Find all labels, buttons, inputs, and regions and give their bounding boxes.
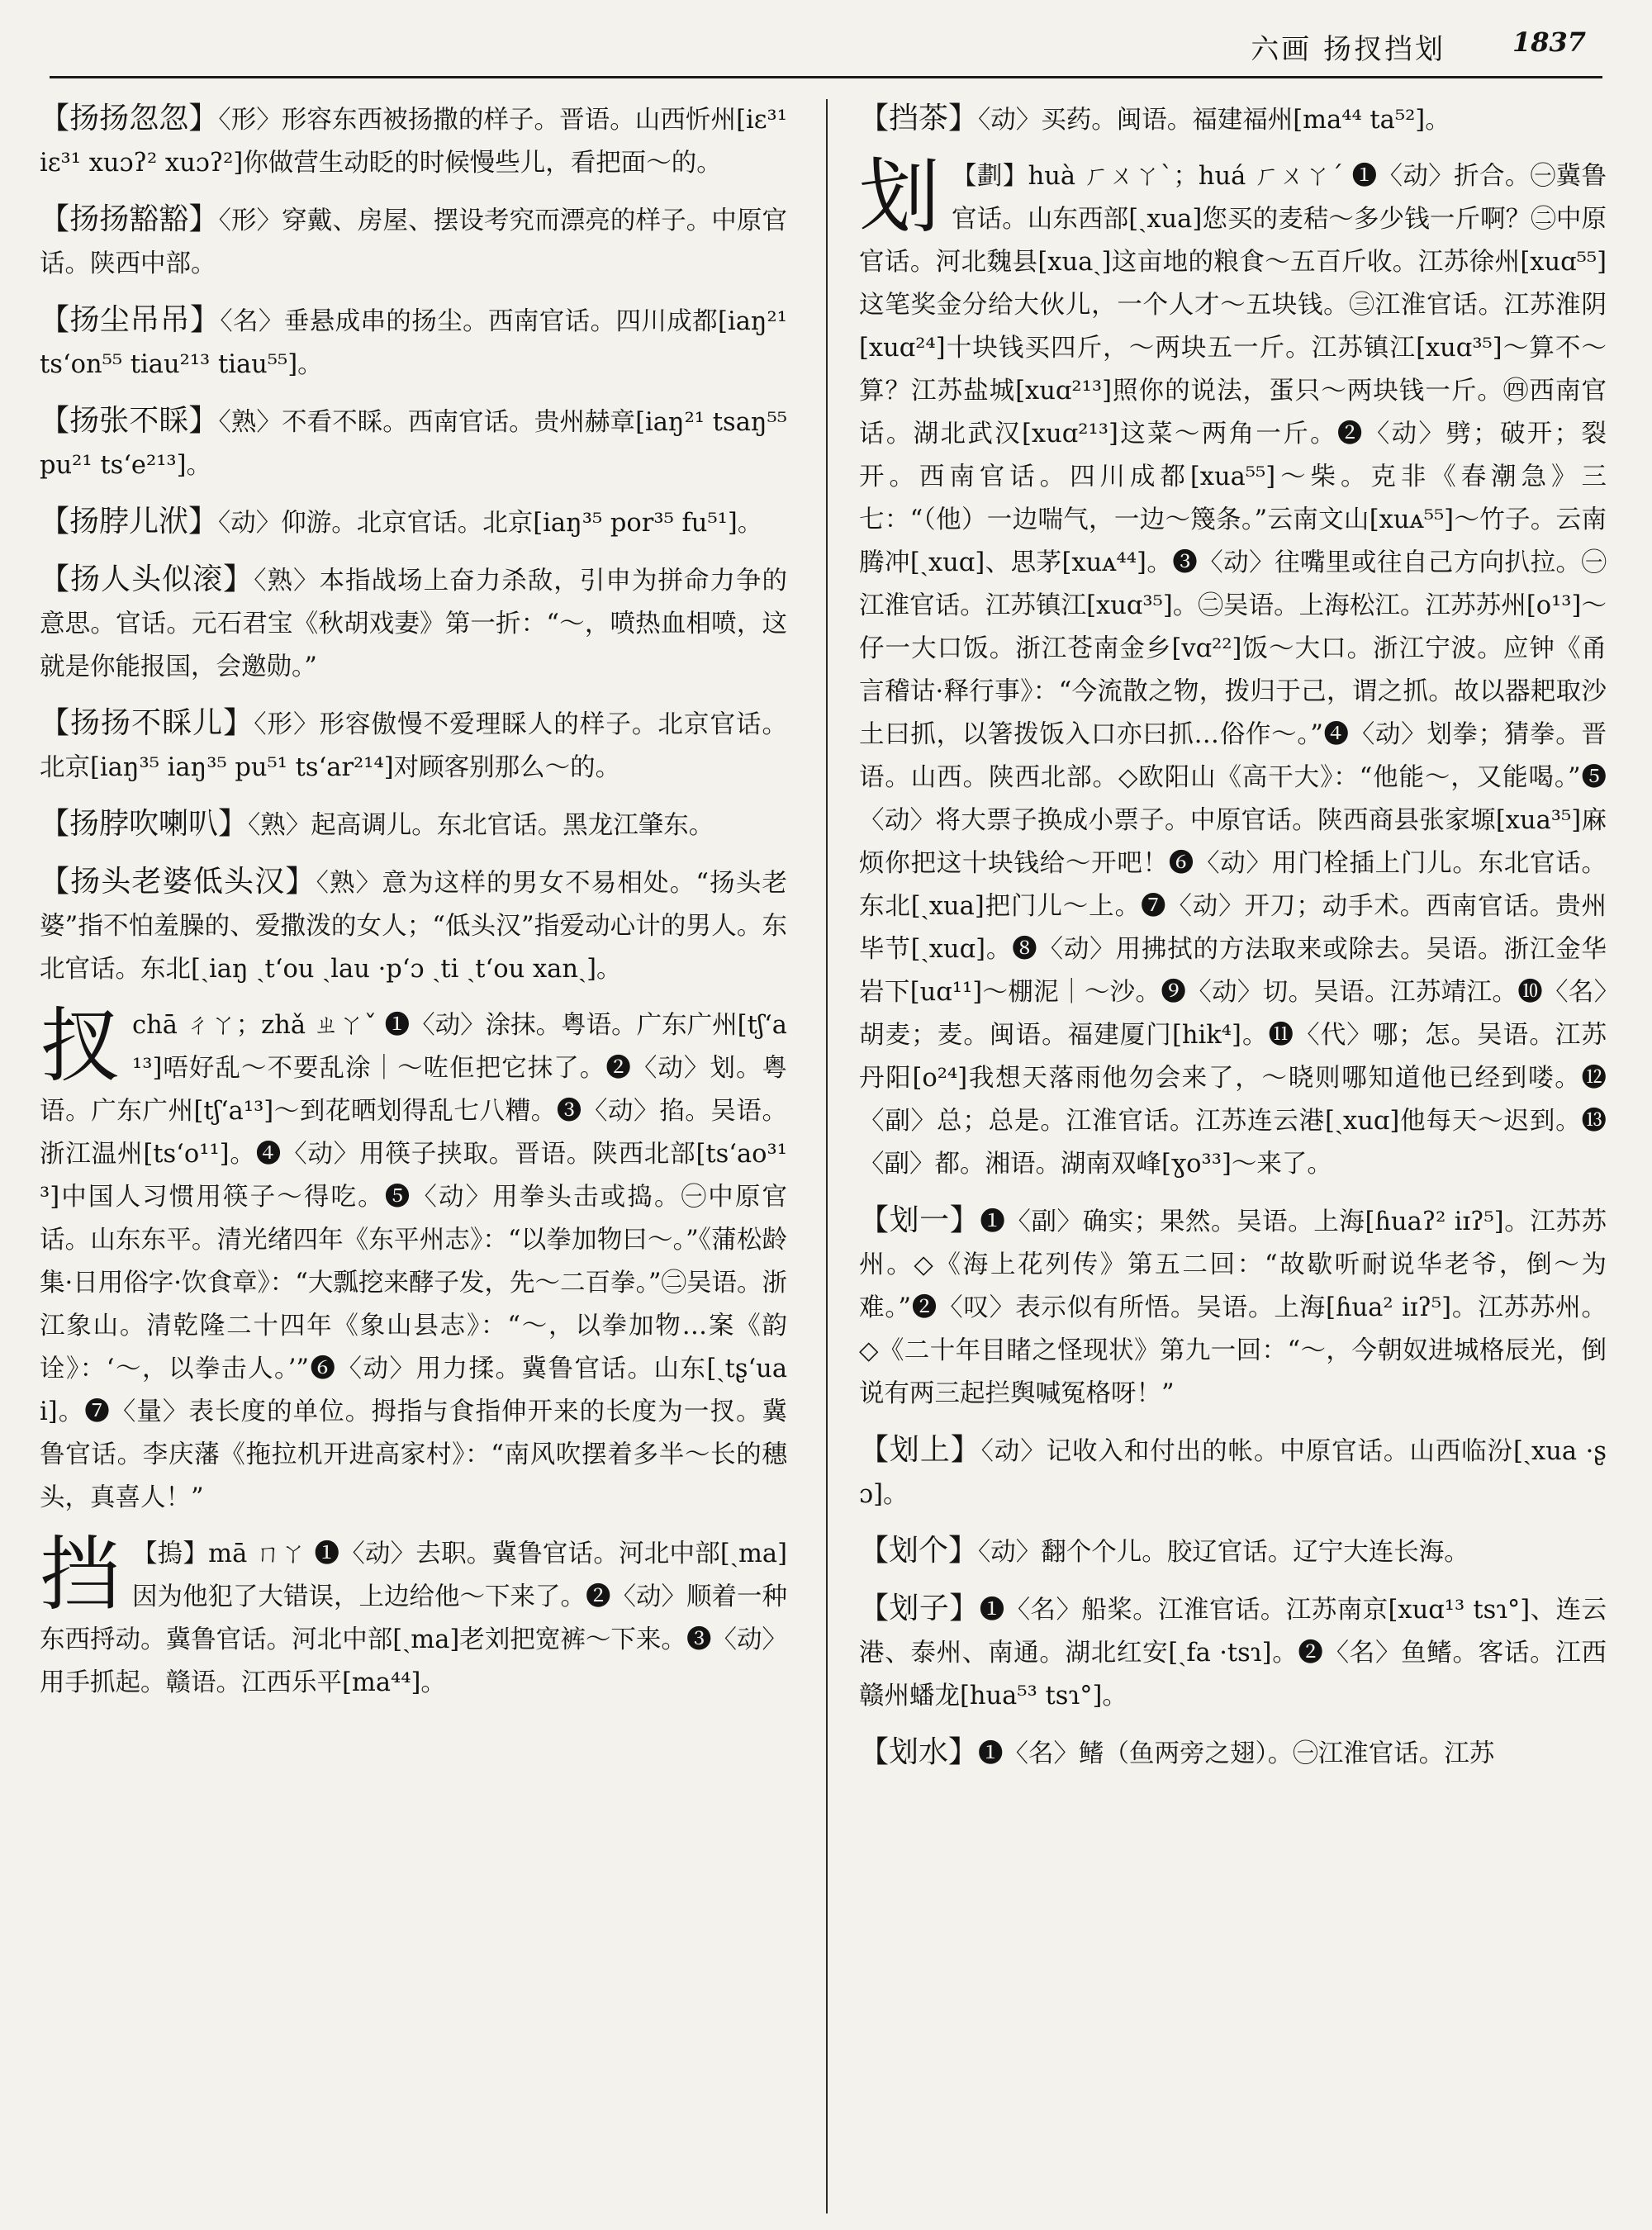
- dictionary-entry: [40, 501, 787, 545]
- dictionary-entry: [859, 1199, 1607, 1416]
- entry-headword: 【扬扬不睬儿】: [40, 706, 254, 740]
- entry-headword: 【划一】: [859, 1203, 980, 1237]
- head-character: 划: [859, 150, 941, 244]
- left-column: [40, 97, 787, 2212]
- column-divider: [826, 99, 828, 2213]
- dictionary-entry: [40, 198, 787, 286]
- header-rule: [50, 76, 1602, 78]
- entry-headword: 【扬脖儿洑】: [40, 505, 219, 539]
- dictionary-entry: [859, 1429, 1607, 1516]
- entry-definition: ❶〈名〉鳍（鱼两旁之翅）。㊀江淮官话。江苏: [978, 1739, 1495, 1768]
- dictionary-entry: [40, 400, 787, 487]
- entry-headword: 【划上】: [859, 1433, 981, 1467]
- entry-definition: 〈动〉仰游。北京官话。北京[iaŋ³⁵ por³⁵ fu⁵¹]。: [218, 509, 763, 538]
- dictionary-entry: [40, 558, 787, 689]
- right-column: [859, 97, 1607, 2212]
- entry-definition: 【摀】mā ㄇㄚ ❶〈动〉去职。冀鲁官话。河北中部[ˏma]因为他犯了大错误，上边给他～下来了。❷〈动〉顺着一种东西捋动。冀鲁官话。河北中部[ˏma]老刘把宽裤～下来。❸〈动〉用手抓起。赣语。江西乐平[ma⁴⁴]。: [40, 1540, 787, 1697]
- dictionary-entry: [40, 803, 787, 847]
- entry-definition: 〈形〉形容傲慢不爱理睬人的样子。北京官话。北京[iaŋ³⁵ iaŋ³⁵ pu⁵¹ tsʻar²¹⁴]对顾客别那么～的。: [40, 710, 787, 782]
- entry-definition: ❶〈名〉船桨。江淮官话。江苏南京[xuɑ¹³ tsɿ°]、连云港、泰州、南通。湖北红安[ˏfa ·tsɿ]。❷〈名〉鱼鳍。客话。江西赣州蟠龙[hua⁵³ tsɿ°]。: [859, 1596, 1607, 1710]
- entry-headword: 【扬张不睬】: [40, 404, 219, 438]
- entry-headword: 【扬脖吹喇叭】: [40, 807, 249, 841]
- character-entry-ma: [40, 1528, 787, 1705]
- entry-definition: 〈动〉翻个个儿。胶辽官话。辽宁大连长海。: [978, 1538, 1469, 1567]
- entry-headword: 【扬尘吊吊】: [40, 303, 221, 337]
- dictionary-entry: [40, 702, 787, 790]
- entry-headword: 【挡茶】: [859, 102, 979, 135]
- entry-definition: 【劃】huà ㄏㄨㄚˋ；huá ㄏㄨㄚˊ ❶〈动〉折合。㊀冀鲁官话。山东西部[ˏxua]您买的麦秸～多少钱一斤啊？㊁中原官话。河北魏县[xuaˎ]这亩地的粮食～五百斤收。江苏徐州[xuɑ⁵⁵]这笔奖金分给大伙儿，一个人才～五块钱。㊂江淮官话。江苏淮阴[xuɑ²⁴]十块钱买四斤，～两块五一斤。江苏镇江[xuɑ³⁵]～算不～算？江苏盐城[xuɑ²¹³]照你的说法，蛋只～两块钱一斤。㊃西南官话。湖北武汉[xuɑ²¹³]这菜～两角一斤。❷〈动〉劈；破开；裂开。西南官话。四川成都[xua⁵⁵]～柴。克非《春潮急》三七：“（他）一边喘气，一边～篾条。”云南文山[xuᴀ⁵⁵]～竹子。云南腾冲[ˏxuɑ]、思茅[xuᴀ⁴⁴]。❸〈动〉往嘴里或往自己方向扒拉。㊀江淮官话。江苏镇江[xuɑ³⁵]。㊁吴语。上海松江。江苏苏州[o¹³]～仔一大口饭。浙江苍南金乡[vɑ²²]饭～大口。浙江宁波。应钟《甬言稽诂·释行事》：“今流散之物，拨归于己，谓之抓。故以器耙取沙土曰抓，以箸拨饭入口亦曰抓…俗作～。”❹〈动〉划拳；猜拳。晋语。山西。陕西北部。◇欧阳山《高干大》：“他能～，又能喝。”❺〈动〉将大票子换成小票子。中原官话。陕西商县张家塬[xua³⁵]麻烦你把这十块钱给～开吧！❻〈动〉用门栓插上门儿。东北官话。东北[ˏxua]把门儿～上。❼〈动〉开刀；动手术。西南官话。贵州毕节[ˏxuɑ]。❽〈动〉用拂拭的方法取来或除去。吴语。浙江金华岩下[uɑ¹¹]～棚泥｜～沙。❾〈动〉切。吴语。江苏靖江。❿〈名〉胡麦；麦。闽语。福建厦门[hik⁴]。⓫〈代〉哪；怎。吴语。江苏丹阳[o²⁴]我想天落雨他勿会来了，～晓则哪知道他已经到喽。⓬〈副〉总；总是。江淮官话。江苏连云港[ˏxuɑ]他每天～迟到。⓭〈副〉都。湘语。湖南双峰[ɣo³³]～来了。: [859, 162, 1607, 1179]
- character-entry-hua: [859, 150, 1607, 1186]
- entry-definition: 〈形〉形容东西被扬撒的样子。晋语。山西忻州[iɛ³¹ iɛ³¹ xuɔʔ² xuɔʔ²]你做营生动眨的时候慢些儿，看把面～的。: [40, 106, 787, 178]
- page-header: [50, 17, 1602, 74]
- dictionary-entry: [40, 299, 787, 387]
- head-character: 挡: [40, 1528, 121, 1622]
- dictionary-entry: [859, 97, 1607, 142]
- dictionary-entry: [859, 1587, 1607, 1718]
- entry-definition: 〈形〉穿戴、房屋、摆设考究而漂亮的样子。中原官话。陕西中部。: [40, 206, 787, 278]
- dictionary-entry: [859, 1731, 1607, 1776]
- entry-definition: 〈熟〉意为这样的男女不易相处。“扬头老婆”指不怕羞臊的、爱撒泼的女人；“低头汉”指爱动心计的男人。东北官话。东北[ˏiaŋ ˏtʻou ˎlau ·pʻɔ ˏti ˏtʻou xanˎ]。: [40, 869, 787, 984]
- entry-headword: 【划子】: [859, 1592, 980, 1625]
- entry-definition: ❶〈副〉确实；果然。吴语。上海[ɦuaʔ² iɪʔ⁵]。江苏苏州。◇《海上花列传》第五二回：“故歇听耐说华老爷，倒～为难。”❷〈叹〉表示似有所悟。吴语。上海[ɦua² iɪʔ⁵]。江苏苏州。◇《二十年目睹之怪现状》第九一回：“～，今朝奴进城格辰光，倒说有两三起拦舆喊冤格呀！”: [859, 1208, 1607, 1408]
- entry-definition: 〈动〉买药。闽语。福建福州[ma⁴⁴ ta⁵²]。: [978, 106, 1450, 135]
- entry-headword: 【扬扬豁豁】: [40, 202, 219, 236]
- entry-headword: 【扬头老婆低头汉】: [40, 865, 316, 899]
- dictionary-entry: [40, 97, 787, 185]
- entry-definition: 〈熟〉不看不睬。西南官话。贵州赫章[iaŋ²¹ tsaŋ⁵⁵ pu²¹ tsʻe²¹³]。: [40, 408, 787, 480]
- section-heading: 六画 扬扠挡划: [1251, 33, 1446, 66]
- head-character: 扠: [40, 999, 121, 1094]
- entry-definition: 〈熟〉本指战场上奋力杀敌，引申为拼命力争的意思。官话。元石君宝《秋胡戏妻》第一折：“～，喷热血相喷，这就是你能报国，会邀勋。”: [40, 567, 787, 681]
- entry-definition: 〈熟〉起高调儿。东北官话。黑龙江肇东。: [248, 811, 714, 840]
- entry-headword: 【划个】: [859, 1534, 979, 1568]
- entry-headword: 【扬人头似滚】: [40, 562, 254, 596]
- character-entry-cha: [40, 999, 787, 1520]
- entry-definition: 〈名〉垂悬成串的扬尘。西南官话。四川成都[iaŋ²¹ tsʻon⁵⁵ tiau²¹³ tiau⁵⁵]。: [40, 307, 787, 379]
- dictionary-entry: [859, 1530, 1607, 1574]
- page-number: 1837: [1512, 26, 1586, 58]
- entry-headword: 【扬扬忽忽】: [40, 102, 219, 135]
- entry-definition: chā ㄔㄚ；zhǎ ㄓㄚˇ ❶〈动〉涂抹。粤语。广东广州[tʃʻa¹³]唔好乱～不要乱涂｜～咗佢把它抹了。❷〈动〉划。粤语。广东广州[tʃʻa¹³]～到花晒划得乱七八糟。❸〈动〉掐。吴语。浙江温州[tsʻo¹¹]。❹〈动〉用筷子挟取。晋语。陕西北部[tsʻao³¹³]中国人习惯用筷子～得吃。❺〈动〉用拳头击或捣。㊀中原官话。山东东平。清光绪四年《东平州志》：“以拳加物曰～。”《蒲松龄集·日用俗字·饮食章》：“大瓢挖来酵子发，先～二百拳。”㊁吴语。浙江象山。清乾隆二十四年《象山县志》：“～，以拳加物…案《韵诠》：‘～，以拳击人。’”❻〈动〉用力揉。冀鲁官话。山东[ˏtʂʻuai]。❼〈量〉表长度的单位。拇指与食指伸开来的长度为一扠。冀鲁官话。李庆藩《拖拉机开进高家村》：“南风吹摆着多半～长的穗头，真喜人！”: [40, 1011, 787, 1512]
- entry-definition: 〈动〉记收入和付出的帐。中原官话。山西临汾[ˏxua ·ʂɔ]。: [859, 1437, 1607, 1509]
- entry-headword: 【划水】: [859, 1735, 979, 1769]
- dictionary-entry: [40, 861, 787, 991]
